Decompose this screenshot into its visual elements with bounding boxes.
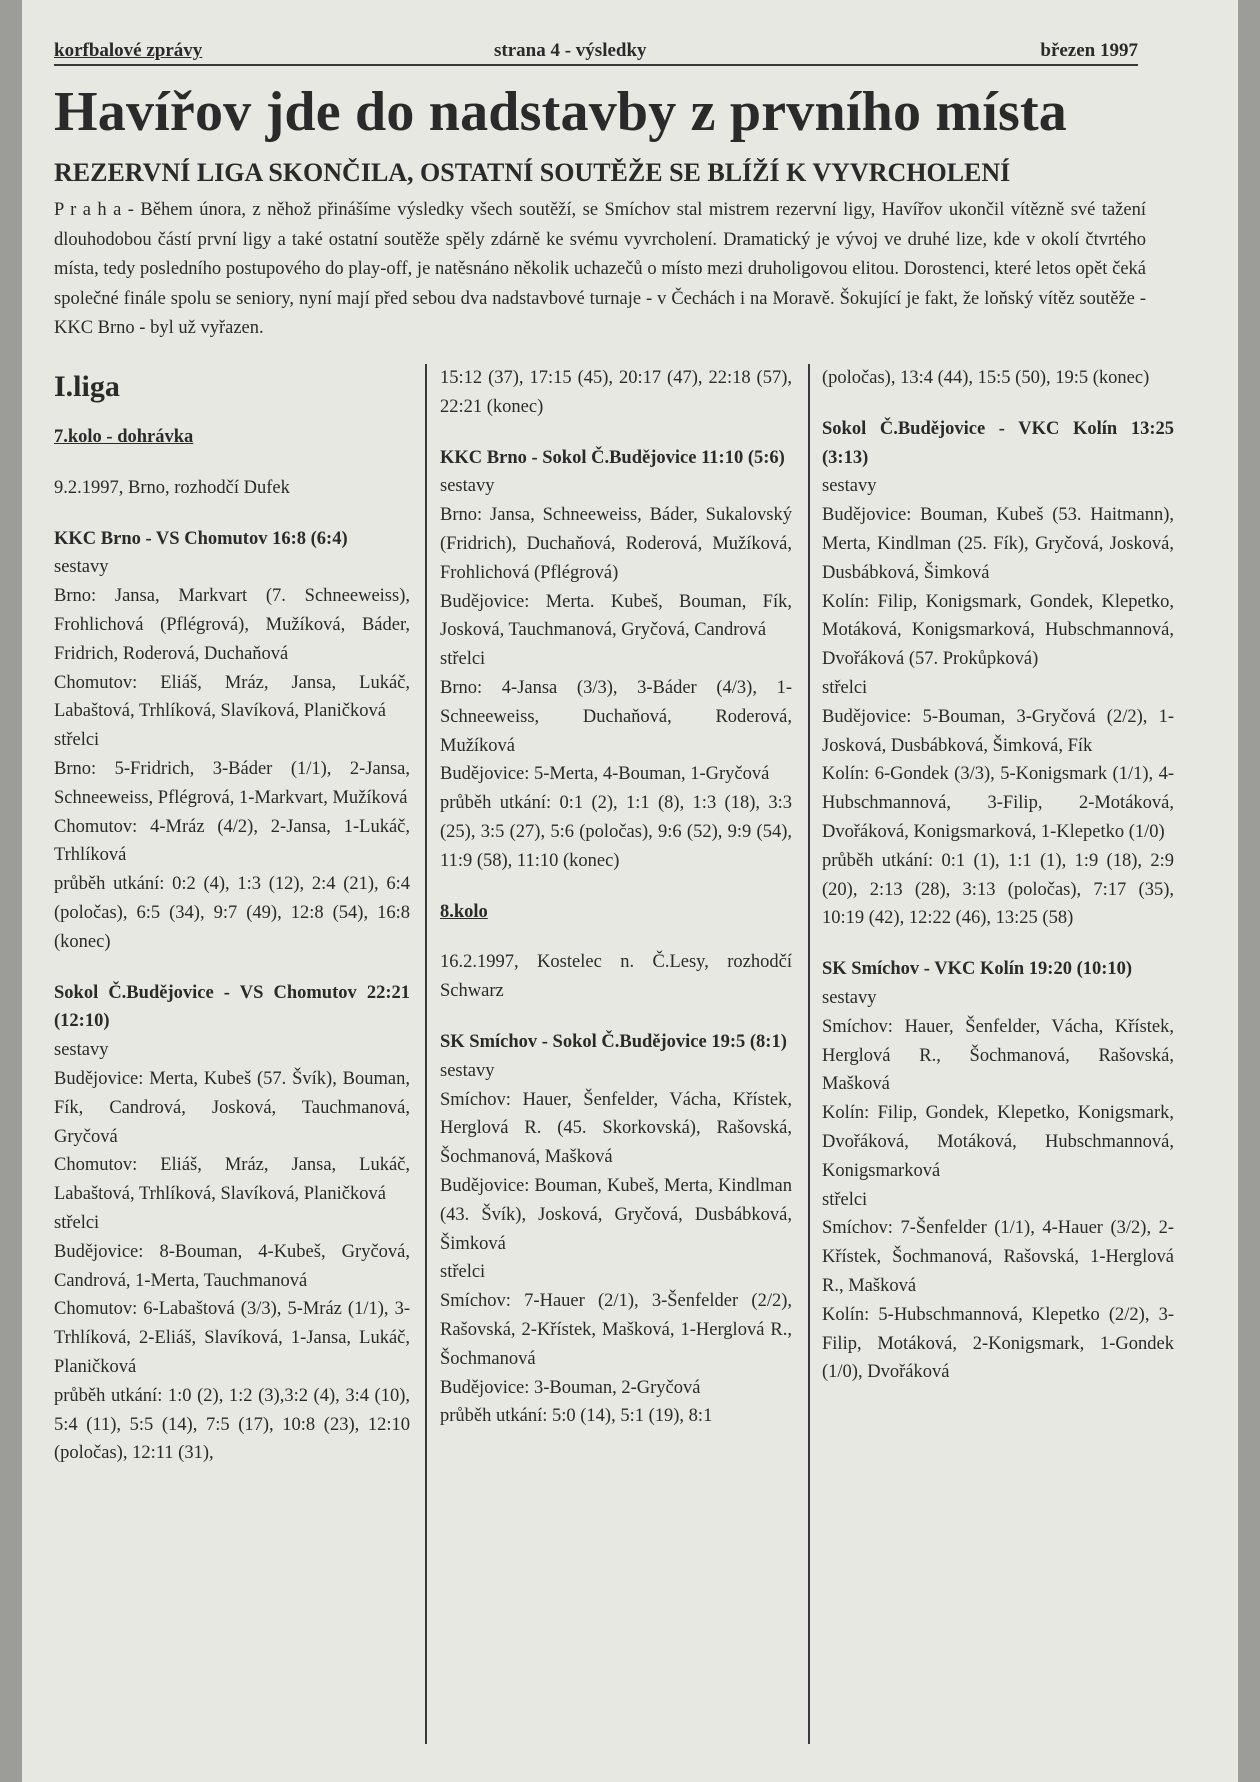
match-line: Smíchov: 7-Šenfelder (1/1), 4-Hauer (3/2), 2-Křístek, Šochmanová, Rašovská, 1-Herglová R., Mašková — [822, 1218, 1174, 1296]
match-line: Budějovice: Bouman, Kubeš (53. Haitmann), Merta, Kindlman (25. Fík), Gryčová, Josková, Dusbábková, Šimková — [822, 505, 1174, 583]
column-2 — [440, 364, 792, 1431]
match-line: průběh utkání: 0:1 (2), 1:1 (8), 1:3 (18), 3:3 (25), 3:5 (27), 5:6 (poločas), 9:6 (52), 9:9 (54), 11:9 (58), 11:10 (konec) — [440, 793, 792, 871]
match-line: sestavy — [822, 987, 877, 1008]
match-info: 16.2.1997, Kostelec n. Č.Lesy, rozhodčí Schwarz — [440, 952, 792, 1002]
match-line: Budějovice: 5-Bouman, 3-Gryčová (2/2), 1-Josková, Dusbábková, Šimková, Fík — [822, 706, 1174, 756]
match-title: SK Smíchov - VKC Kolín 19:20 (10:10) — [822, 959, 1133, 980]
match-line: Kolín: Filip, Konigsmark, Gondek, Klepetko, Motáková, Konigsmarková, Hubschmannová, Dvořáková (57. Prokůpková) — [822, 591, 1174, 670]
match-line: sestavy — [440, 1060, 495, 1081]
match-line: 15:12 (37), 17:15 (45), 20:17 (47), 22:18 (57), 22:21 (konec) — [440, 368, 792, 417]
match-line: Budějovice: Merta, Kubeš (57. Švík), Bouman, Fík, Candrová, Josková, Tauchmanová, Gryčová — [54, 1068, 410, 1147]
match-line: Brno: 5-Fridrich, 3-Báder (1/1), 2-Jansa, Schneeweiss, Pflégrová, 1-Markvart, Mužíková — [54, 758, 410, 808]
subheadline: REZERVNÍ LIGA SKONČILA, OSTATNÍ SOUTĚŽE SE BLÍŽÍ K VYVRCHOLENÍ — [54, 158, 1011, 187]
match-line: Kolín: Filip, Gondek, Klepetko, Konigsmark, Dvořáková, Motáková, Hubschmannová, Konigsmarková — [822, 1103, 1174, 1181]
match-line: Brno: 4-Jansa (3/3), 3-Báder (4/3), 1-Schneeweiss, Duchaňová, Roderová, Mužíková — [440, 677, 792, 756]
column-divider — [808, 364, 810, 1744]
match-line: Chomutov: 4-Mráz (4/2), 2-Jansa, 1-Lukáč, Trhlíková — [54, 816, 410, 866]
match-line: průběh utkání: 5:0 (14), 5:1 (19), 8:1 — [440, 1406, 713, 1427]
match-line: sestavy — [54, 1040, 109, 1061]
match-line: Chomutov: 6-Labaštová (3/3), 5-Mráz (1/1), 3-Trhlíková, 2-Eliáš, Slavíková, 1-Jansa, Lukáč, Planičková — [54, 1299, 410, 1377]
match-line: Smíchov: Hauer, Šenfelder, Vácha, Křístek, Herglová R., Šochmanová, Rašovská, Mašková — [822, 1016, 1174, 1095]
match-line: Budějovice: 5-Merta, 4-Bouman, 1-Gryčová — [440, 764, 770, 785]
issue-date: březen 1997 — [1040, 40, 1138, 61]
publication-name: korfbalové zprávy — [54, 40, 203, 61]
headline: Havířov jde do nadstavby z prvního místa — [54, 81, 1067, 143]
match-info: 9.2.1997, Brno, rozhodčí Dufek — [54, 477, 290, 498]
match-line: Brno: Jansa, Markvart (7. Schneeweiss), Frohlichová (Pflégrová), Mužíková, Báder, Fridrich, Roderová, Duchaňová — [54, 586, 410, 664]
match-line: střelci — [822, 677, 868, 698]
match-line: sestavy — [440, 476, 495, 497]
match-title: Sokol Č.Budějovice - VKC Kolín 13:25 (3:13) — [822, 418, 1174, 468]
round-title: 8.kolo — [440, 901, 488, 922]
match-line: střelci — [54, 730, 100, 751]
page-section: strana 4 - výsledky — [494, 40, 647, 61]
match-line: střelci — [54, 1212, 100, 1233]
page-header — [54, 36, 1138, 66]
match-line: Chomutov: Eliáš, Mráz, Jansa, Lukáč, Labaštová, Trhlíková, Slavíková, Planičková — [54, 1155, 410, 1205]
match-line: Budějovice: Bouman, Kubeš, Merta, Kindlman (43. Švík), Josková, Gryčová, Dusbábková, Šimková — [440, 1175, 792, 1254]
match-line: (poločas), 13:4 (44), 15:5 (50), 19:5 (konec) — [822, 368, 1150, 388]
match-line: Kolín: 5-Hubschmannová, Klepetko (2/2), 3-Filip, Motáková, 2-Konigsmark, 1-Gondek (1/0), Dvořáková — [822, 1304, 1174, 1383]
match-title: KKC Brno - VS Chomutov 16:8 (6:4) — [54, 528, 348, 549]
league-title: I.liga — [54, 370, 120, 403]
match-line: Kolín: 6-Gondek (3/3), 5-Konigsmark (1/1), 4-Hubschmannová, 3-Filip, 2-Motáková, Dvořáková, Konigsmarková, 1-Klepetko (1/0) — [822, 764, 1174, 842]
match-line: střelci — [822, 1189, 868, 1210]
match-line: sestavy — [822, 476, 877, 497]
match-line: Budějovice: 8-Bouman, 4-Kubeš, Gryčová, Candrová, 1-Merta, Tauchmanová — [54, 1241, 410, 1291]
match-line: Budějovice: Merta. Kubeš, Bouman, Fík, Josková, Tauchmanová, Gryčová, Candrová — [440, 591, 792, 641]
match-line: průběh utkání: 1:0 (2), 1:2 (3),3:2 (4), 3:4 (10), 5:4 (11), 5:5 (14), 7:5 (17), 10:8 (23), 12:10 (poločas), 12:11 (31), — [54, 1385, 410, 1464]
column-1 — [54, 364, 410, 1468]
match-line: střelci — [440, 649, 486, 670]
match-title: SK Smíchov - Sokol Č.Budějovice 19:5 (8:1) — [440, 1031, 787, 1052]
match-line: Budějovice: 3-Bouman, 2-Gryčová — [440, 1377, 701, 1398]
match-line: střelci — [440, 1262, 486, 1283]
match-line: Smíchov: 7-Hauer (2/1), 3-Šenfelder (2/2), Rašovská, 2-Křístek, Mašková, 1-Herglová R., Šochmanová — [440, 1291, 792, 1369]
match-line: průběh utkání: 0:2 (4), 1:3 (12), 2:4 (21), 6:4 (poločas), 6:5 (34), 9:7 (49), 12:8 (54), 16:8 (konec) — [54, 874, 410, 952]
match-title: Sokol Č.Budějovice - VS Chomutov 22:21 (12:10) — [54, 982, 410, 1032]
match-line: Chomutov: Eliáš, Mráz, Jansa, Lukáč, Labaštová, Trhlíková, Slavíková, Planičková — [54, 672, 410, 722]
match-line: průběh utkání: 0:1 (1), 1:1 (1), 1:9 (18), 2:9 (20), 2:13 (28), 3:13 (poločas), 7:17 (35), 10:19 (42), 12:22 (46), 13:25 (58) — [822, 850, 1174, 929]
match-line: sestavy — [54, 557, 109, 578]
match-title: KKC Brno - Sokol Č.Budějovice 11:10 (5:6) — [440, 447, 785, 468]
lead-paragraph: P r a h a - Během února, z něhož přinášíme výsledky všech soutěží, se Smíchov stal mistrem rezervní ligy, Havířov ukončil vítězně své tažení dlouhodobou částí první ligy a také ostatní soutěže spěly zdárně ke svému vyvrcholení. Dramatický je vývoj ve druhé lize, kde v okolí čtvrtého místa, tedy posledního postupového do play-off, je natěsnáno několik uchazečů o místo mezi druholigovou elitou. Dorostenci, které letos opět čeká společné finále spolu se seniory, nyní mají před sebou dva nadstavbové turnaje - v Čechách i na Moravě. Šokující je fakt, že loňský vítěz soutěže - KKC Brno - byl už vyřazen. — [54, 200, 1146, 338]
column-3 — [822, 364, 1174, 1387]
round-title: 7.kolo - dohrávka — [54, 427, 194, 447]
match-line: Brno: Jansa, Schneeweiss, Báder, Sukalovský (Fridrich), Duchaňová, Roderová, Mužíková, Frohlichová (Pflégrová) — [440, 505, 792, 583]
column-divider — [425, 364, 427, 1744]
match-line: Smíchov: Hauer, Šenfelder, Vácha, Křístek, Herglová R. (45. Skorkovská), Rašovská, Šochmanová, Mašková — [440, 1089, 792, 1168]
